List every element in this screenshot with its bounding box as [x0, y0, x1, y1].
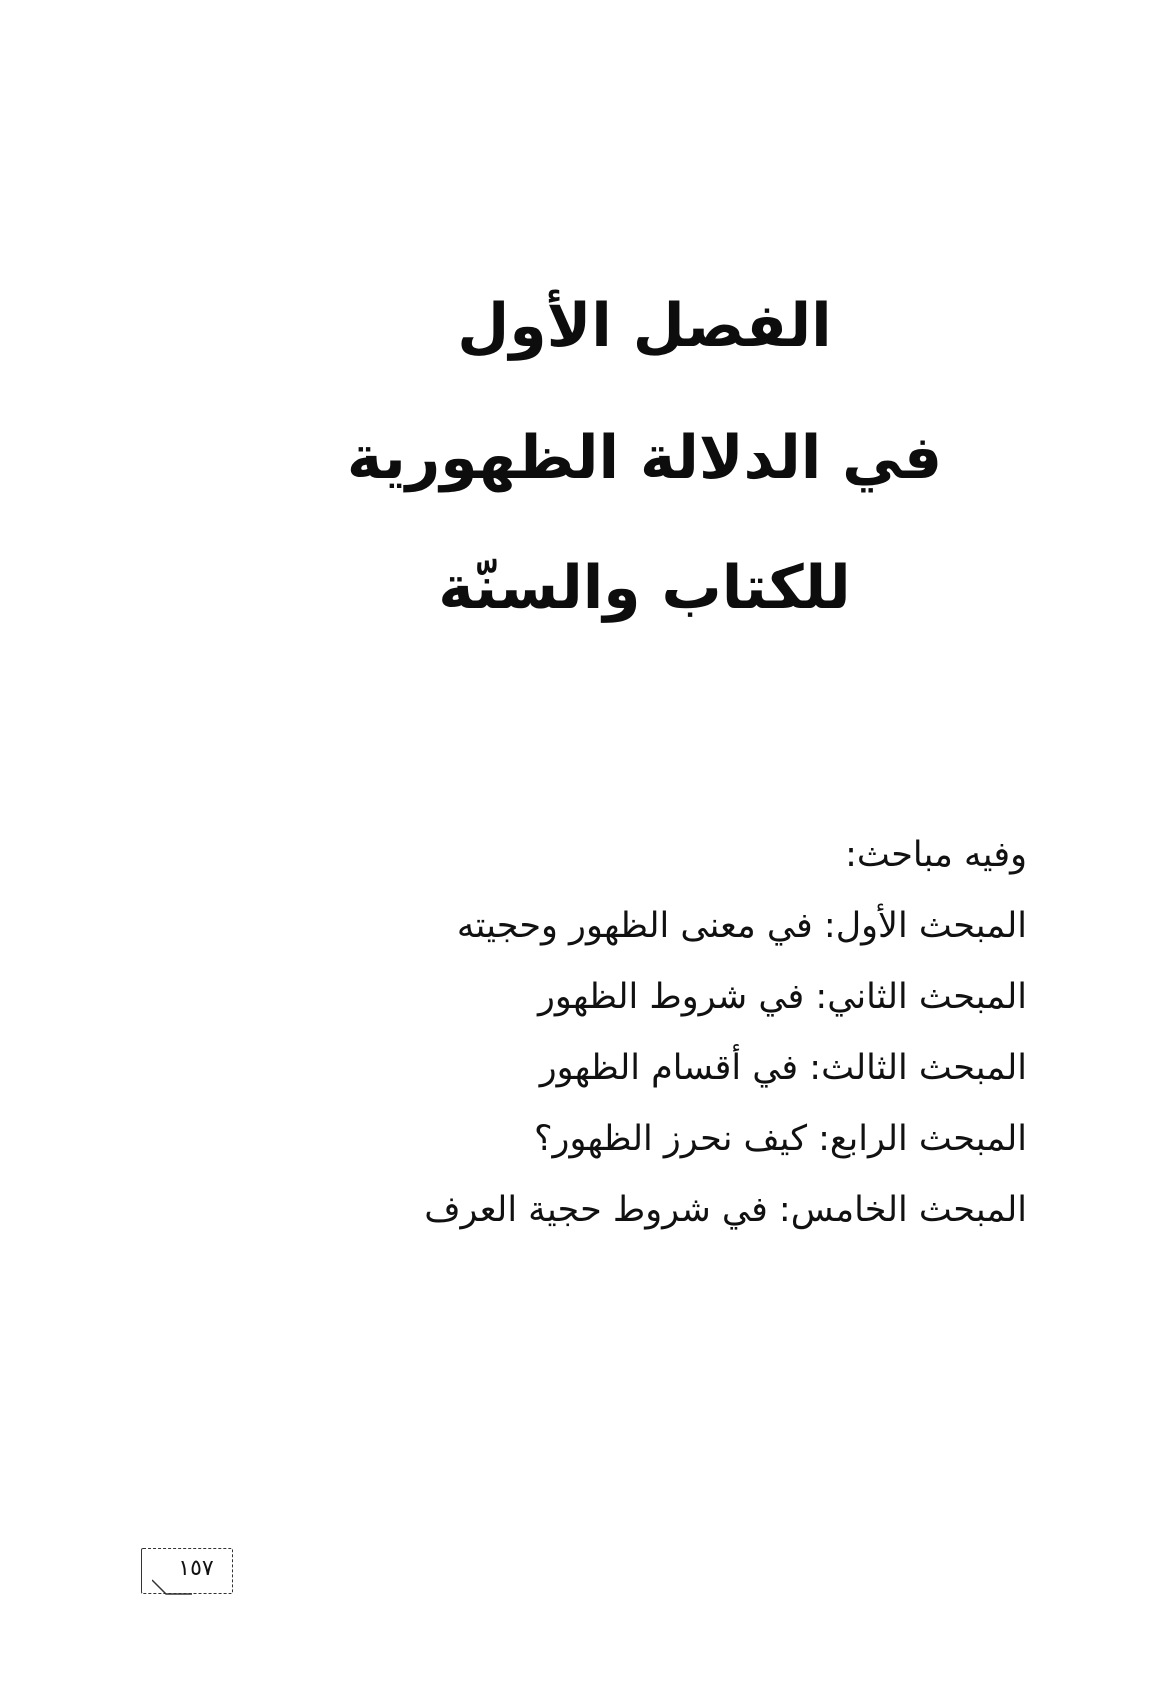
section-item-3: المبحث الثالث: في أقسام الظهور	[539, 1048, 1027, 1088]
sections-intro: وفيه مباحث:	[845, 835, 1027, 875]
section-item-1: المبحث الأول: في معنى الظهور وحجيته	[456, 906, 1027, 946]
section-item-5: المبحث الخامس: في شروط حجية العرف	[424, 1190, 1027, 1230]
section-item-4: المبحث الرابع: كيف نحرز الظهور؟	[533, 1119, 1027, 1159]
section-item-2: المبحث الثاني: في شروط الظهور	[538, 977, 1027, 1017]
page-number: ١٥٧	[178, 1556, 214, 1581]
sections-list	[407, 820, 1027, 1246]
chapter-subtitle-continued: للكتاب والسنّة	[438, 553, 851, 623]
chapter-title: الفصل الأول	[457, 291, 832, 361]
chapter-subtitle: في الدلالة الظهورية	[346, 423, 943, 493]
